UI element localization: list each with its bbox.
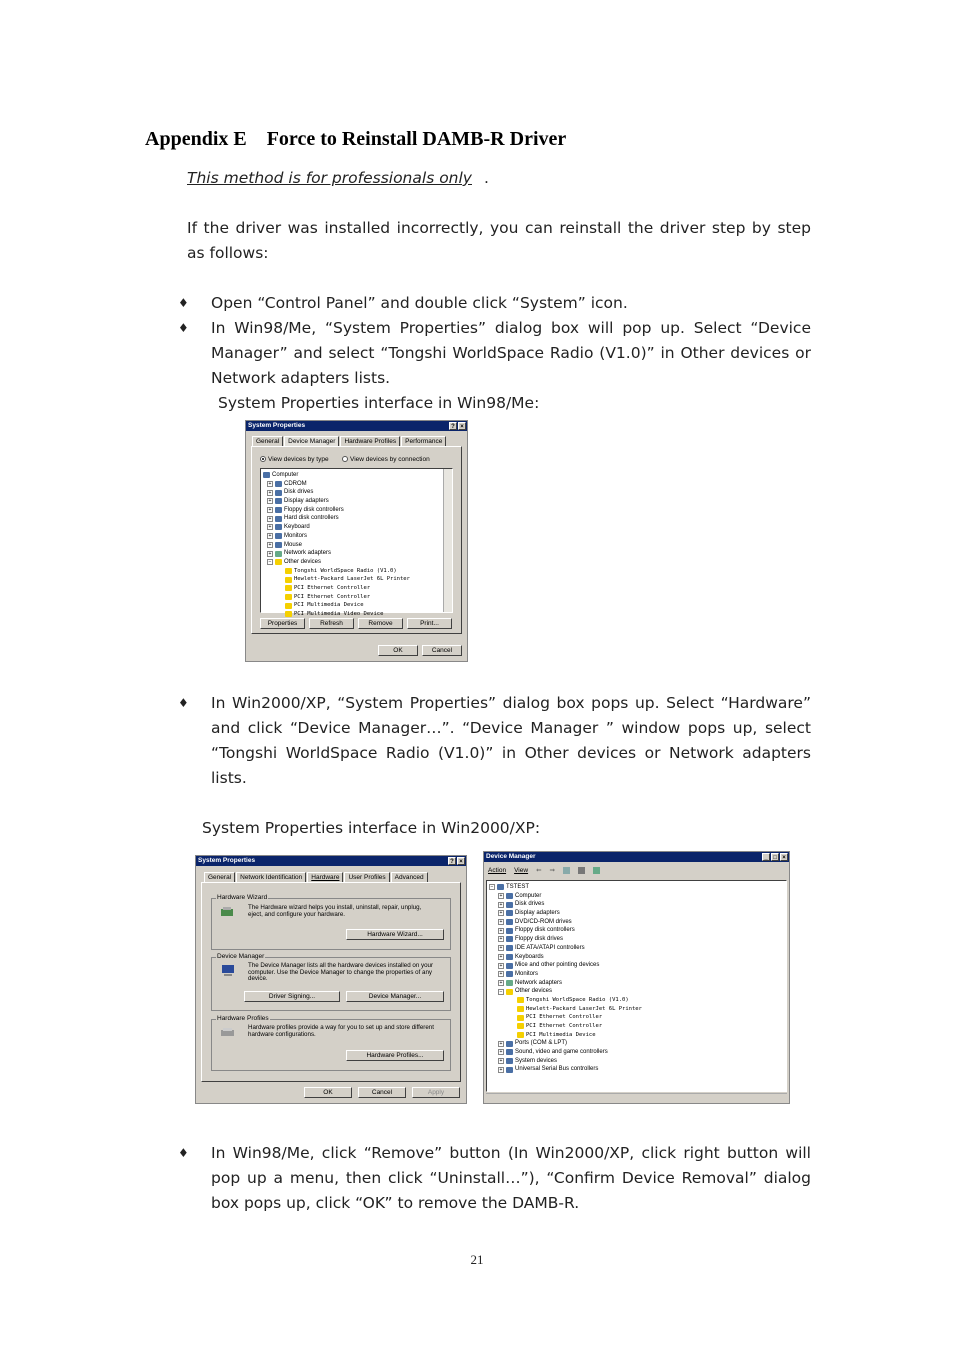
- question-icon: [517, 1023, 524, 1029]
- computer-icon: [220, 964, 236, 976]
- floppy-icon: [506, 936, 513, 942]
- ide-icon: [506, 945, 513, 951]
- tree-item[interactable]: + Mouse: [268, 541, 303, 548]
- tree-item[interactable]: − TSTEST: [490, 884, 530, 891]
- system-icon: [506, 1058, 513, 1064]
- help-button[interactable]: ?: [449, 422, 457, 430]
- expand-icon[interactable]: +: [499, 893, 503, 900]
- group-label: Hardware Wizard: [217, 894, 268, 901]
- tree-item[interactable]: + Computer: [499, 892, 542, 900]
- bullet-text-2: In Win98/Me, “System Properties” dialog box will pop up. Select “Device Manager” and select “Tongshi WorldSpace Radio (V1.0)” in Other devices or Network adapters lists.: [211, 319, 811, 387]
- caption-win2000: System Properties interface in Win2000/XP:: [202, 819, 541, 837]
- tree-item[interactable]: PCI Multimedia Device: [263, 601, 452, 610]
- tab-performance[interactable]: Performance: [401, 436, 446, 446]
- expand-icon[interactable]: +: [268, 489, 272, 496]
- device-manager-button[interactable]: Device Manager...: [346, 991, 444, 1002]
- tree-item[interactable]: PCI Ethernet Controller: [263, 584, 452, 593]
- expand-icon[interactable]: +: [499, 936, 503, 943]
- expand-icon[interactable]: +: [499, 971, 503, 978]
- question-icon: [285, 603, 292, 609]
- forward-icon[interactable]: ⇒: [549, 867, 555, 874]
- apply-button[interactable]: Apply: [412, 1087, 460, 1098]
- dialog-title: System Properties: [248, 422, 306, 429]
- properties-icon[interactable]: [563, 867, 570, 874]
- question-icon: [285, 568, 292, 574]
- back-icon[interactable]: ⇐: [536, 867, 542, 874]
- tree-item[interactable]: + Display adapters: [499, 910, 560, 917]
- tree-item[interactable]: PCI Ethernet Controller: [489, 1013, 786, 1022]
- win98-system-properties-dialog: [245, 420, 468, 662]
- hardware-profiles-icon: [220, 1026, 236, 1038]
- close-button[interactable]: ×: [457, 857, 465, 865]
- dialog-titlebar: [196, 856, 466, 866]
- ok-button[interactable]: OK: [304, 1087, 352, 1098]
- expand-icon[interactable]: +: [499, 919, 503, 926]
- group-label: Device Manager: [217, 953, 265, 960]
- expand-icon[interactable]: +: [499, 962, 503, 969]
- cancel-button[interactable]: Cancel: [358, 1087, 406, 1098]
- scan-icon[interactable]: [593, 867, 600, 874]
- appendix-title: Force to Reinstall DAMB-R Driver: [266, 128, 567, 150]
- expand-icon[interactable]: +: [499, 1049, 503, 1056]
- close-button[interactable]: ×: [780, 853, 788, 861]
- tree-item[interactable]: + Monitors: [268, 532, 308, 540]
- driver-signing-button[interactable]: Driver Signing...: [244, 991, 340, 1002]
- tree-item[interactable]: + IDE ATA/ATAPI controllers: [499, 944, 585, 952]
- question-icon: [285, 577, 292, 583]
- expand-icon[interactable]: +: [268, 498, 272, 505]
- monitor-icon: [275, 533, 282, 539]
- tree-item-tongshi[interactable]: Tongshi WorldSpace Radio (V1.0): [263, 567, 452, 576]
- question-icon: [285, 585, 292, 591]
- bullet-marker: ♦: [178, 1146, 189, 1160]
- tab-hardware-profiles[interactable]: Hardware Profiles: [340, 436, 400, 446]
- tree-item[interactable]: Computer: [263, 471, 452, 480]
- tab-advanced[interactable]: Advanced: [391, 872, 428, 882]
- collapse-icon[interactable]: −: [499, 988, 503, 995]
- cancel-button[interactable]: Cancel: [422, 645, 462, 656]
- menu-action[interactable]: Action: [488, 866, 507, 874]
- group-label: Hardware Profiles: [217, 1015, 269, 1022]
- profiles-description: Hardware profiles provide a way for you to set up and store different hardware configurations.: [248, 1024, 434, 1038]
- expand-icon[interactable]: +: [499, 953, 503, 960]
- expand-icon[interactable]: +: [268, 541, 272, 548]
- tab-general[interactable]: General: [204, 872, 235, 882]
- dialog-title: System Properties: [198, 857, 256, 864]
- tree-item-tongshi[interactable]: Tongshi WorldSpace Radio (V1.0): [489, 996, 786, 1005]
- bullet-text-3: In Win2000/XP, “System Properties” dialog box pops up. Select “Hardware” and click “Device Manager…”. “Device Manager ” window pops up, select “Tongshi WorldSpace Radio (V1.0)” in Other devices or Network adapters lists.: [211, 694, 811, 787]
- radio-view-by-connection[interactable]: [342, 456, 430, 463]
- question-icon: [275, 559, 282, 565]
- expand-icon[interactable]: +: [499, 927, 503, 934]
- tree-item[interactable]: − Other devices: [499, 988, 553, 995]
- tree-item[interactable]: PCI Multimedia Device: [489, 1031, 786, 1040]
- window-title: Device Manager: [486, 853, 536, 860]
- display-icon: [275, 498, 282, 504]
- expand-icon[interactable]: +: [268, 524, 272, 531]
- close-button[interactable]: ×: [458, 422, 466, 430]
- question-icon: [517, 1032, 524, 1038]
- status-bar: [486, 1093, 787, 1102]
- win2000-system-properties-dialog: [195, 855, 467, 1104]
- expand-icon[interactable]: +: [268, 507, 272, 514]
- tab-network-identification[interactable]: Network Identification: [236, 872, 306, 882]
- tree-item[interactable]: + Universal Serial Bus controllers: [499, 1066, 599, 1073]
- maximize-button[interactable]: □: [771, 853, 779, 861]
- tree-item[interactable]: + Floppy disk drives: [499, 936, 564, 943]
- keyboard-icon: [275, 524, 282, 530]
- tab-user-profiles[interactable]: User Profiles: [344, 872, 389, 882]
- network-icon: [506, 980, 513, 986]
- question-icon: [517, 1015, 524, 1021]
- bullet-marker: ♦: [178, 296, 189, 310]
- note-period: .: [484, 169, 489, 187]
- mouse-icon: [506, 963, 513, 969]
- display-icon: [506, 910, 513, 916]
- port-icon: [506, 1041, 513, 1047]
- properties-button[interactable]: Properties: [260, 618, 305, 629]
- tree-item[interactable]: + Mice and other pointing devices: [499, 962, 600, 969]
- tree-item[interactable]: + System devices: [499, 1057, 558, 1065]
- professionals-note: This method is for professionals only: [187, 169, 472, 187]
- tree-item[interactable]: − Other devices: [268, 558, 322, 566]
- menu-toolbar: [488, 866, 600, 874]
- tree-item[interactable]: + Network adapters: [268, 550, 332, 557]
- usb-icon: [506, 1067, 513, 1073]
- tree-item[interactable]: + Disk drives: [268, 489, 314, 496]
- tree-item[interactable]: Hewlett-Packard LaserJet 6L Printer: [489, 1005, 786, 1014]
- network-icon: [275, 551, 282, 557]
- hardware-wizard-button[interactable]: Hardware Wizard...: [346, 929, 444, 940]
- window-titlebar: [484, 852, 789, 862]
- ok-button[interactable]: OK: [378, 645, 418, 656]
- expand-icon[interactable]: +: [268, 550, 272, 557]
- keyboard-icon: [506, 954, 513, 960]
- print-icon[interactable]: [578, 867, 585, 874]
- collapse-icon[interactable]: −: [268, 559, 272, 566]
- floppy-icon: [275, 507, 282, 513]
- tree-item[interactable]: + Display adapters: [268, 498, 329, 505]
- floppy-icon: [506, 928, 513, 934]
- expand-icon[interactable]: +: [268, 515, 272, 522]
- tree-item[interactable]: + Floppy disk controllers: [499, 927, 575, 934]
- cdrom-icon: [506, 919, 513, 925]
- tree-item[interactable]: + Floppy disk controllers: [268, 506, 344, 514]
- expand-icon[interactable]: +: [499, 1040, 503, 1047]
- print-button[interactable]: Print...: [407, 618, 452, 629]
- expand-icon[interactable]: +: [499, 910, 503, 917]
- collapse-icon[interactable]: −: [490, 884, 494, 891]
- expand-icon[interactable]: +: [268, 533, 272, 540]
- help-button[interactable]: ?: [448, 857, 456, 865]
- wizard-description: The Hardware wizard helps you install, uninstall, repair, unplug, eject, and configure your hardware.: [248, 904, 422, 918]
- tree-item[interactable]: + Keyboards: [499, 953, 544, 960]
- tree-item[interactable]: + Keyboard: [268, 524, 310, 531]
- dialog-tabs: [204, 872, 428, 882]
- intro-paragraph: If the driver was installed incorrectly, you can reinstall the driver step by step as follows:: [187, 219, 811, 262]
- question-icon: [517, 997, 524, 1003]
- tree-item[interactable]: + Disk drives: [499, 901, 545, 908]
- dialog-tabs: [252, 436, 446, 446]
- device-tree[interactable]: [486, 880, 787, 1092]
- question-icon: [285, 594, 292, 600]
- radio-label: View devices by type: [268, 456, 329, 463]
- tree-item[interactable]: + CDROM: [268, 480, 307, 488]
- expand-icon[interactable]: +: [499, 1058, 503, 1065]
- computer-icon: [497, 884, 504, 890]
- question-icon: [506, 989, 513, 995]
- computer-icon: [263, 472, 270, 478]
- expand-icon[interactable]: +: [499, 979, 503, 986]
- refresh-button[interactable]: Refresh: [309, 618, 354, 629]
- tree-item[interactable]: PCI Multimedia Video Device: [263, 610, 452, 619]
- question-icon: [517, 1006, 524, 1012]
- page-number: 21: [470, 1252, 484, 1267]
- device-manager-window: [483, 851, 790, 1104]
- question-icon: [285, 611, 292, 617]
- tree-item[interactable]: + Network adapters: [499, 979, 563, 986]
- tree-item[interactable]: + Ports (COM & LPT): [499, 1040, 568, 1047]
- device-manager-description: The Device Manager lists all the hardware devices installed on your computer. Use the Device Manager to change the properties of any device.: [248, 962, 434, 982]
- remove-button[interactable]: Remove: [358, 618, 403, 629]
- hardware-wizard-icon: [220, 906, 236, 918]
- tree-item[interactable]: Hewlett-Packard LaserJet 6L Printer: [263, 575, 452, 584]
- cdrom-icon: [275, 481, 282, 487]
- bullet-text-4: In Win98/Me, click “Remove” button (In Win2000/XP, click right button will pop up a menu, then click “Uninstall…”), “Confirm Device Removal” dialog box pops up, click “OK” to remove the DAMB-R.: [211, 1144, 811, 1212]
- menu-view[interactable]: View: [514, 866, 529, 874]
- tree-item[interactable]: PCI Ethernet Controller: [489, 1022, 786, 1031]
- dialog-titlebar: [246, 421, 467, 431]
- monitor-icon: [506, 971, 513, 977]
- hardware-profiles-button[interactable]: Hardware Profiles...: [346, 1050, 444, 1061]
- tree-item[interactable]: + Sound, video and game controllers: [499, 1049, 608, 1056]
- expand-icon[interactable]: +: [268, 481, 272, 488]
- tab-hardware[interactable]: Hardware: [307, 872, 343, 882]
- tree-item[interactable]: + Hard disk controllers: [268, 515, 339, 522]
- minimize-button[interactable]: _: [762, 853, 770, 861]
- bullet-text-1: Open “Control Panel” and double click “System” icon.: [211, 294, 628, 312]
- expand-icon[interactable]: +: [499, 901, 503, 908]
- device-tree[interactable]: [260, 468, 453, 617]
- tab-general[interactable]: General: [252, 436, 283, 446]
- tree-item[interactable]: PCI Ethernet Controller: [263, 593, 452, 602]
- tree-item[interactable]: + DVD/CD-ROM drives: [499, 918, 572, 926]
- disk-icon: [506, 902, 513, 908]
- caption-win98: System Properties interface in Win98/Me:: [218, 394, 540, 412]
- tree-item[interactable]: + Monitors: [499, 970, 539, 978]
- appendix-label: Appendix E: [145, 128, 247, 150]
- radio-label: View devices by connection: [350, 456, 430, 463]
- computer-icon: [506, 893, 513, 899]
- appendix-heading: [145, 128, 566, 151]
- expand-icon[interactable]: +: [499, 1066, 503, 1073]
- harddisk-icon: [275, 516, 282, 522]
- expand-icon[interactable]: +: [499, 945, 503, 952]
- sound-icon: [506, 1049, 513, 1055]
- bullet-marker: ♦: [178, 321, 189, 335]
- mouse-icon: [275, 542, 282, 548]
- bullet-marker: ♦: [178, 696, 189, 710]
- tree-scrollbar[interactable]: [443, 469, 452, 612]
- radio-view-by-type[interactable]: [260, 456, 329, 463]
- tab-device-manager[interactable]: Device Manager: [284, 436, 339, 446]
- disk-icon: [275, 490, 282, 496]
